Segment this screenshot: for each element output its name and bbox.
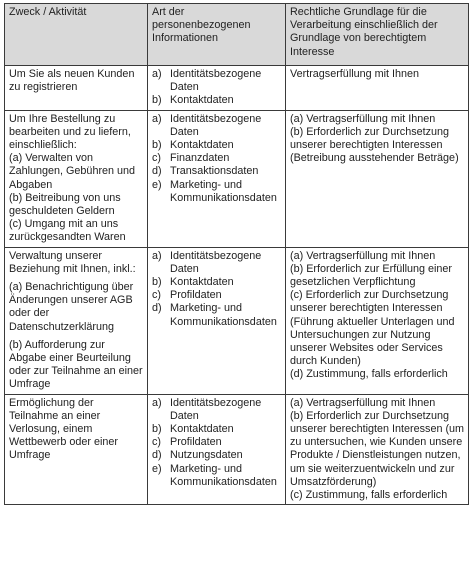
list-marker: e) bbox=[152, 462, 162, 475]
info-type-text: Profildaten bbox=[170, 436, 222, 449]
list-item bbox=[152, 449, 282, 462]
list-item bbox=[152, 423, 282, 436]
info-type-text: Finanzdaten bbox=[170, 152, 230, 165]
purpose-text: (a) Verwalten von Zahlungen, Gebühren und Abgaben bbox=[9, 152, 136, 191]
info-type-text: Profildaten bbox=[170, 289, 222, 302]
info-type-text: Marketing- und Kommunikationsdaten bbox=[170, 178, 277, 204]
legal-basis-cell bbox=[286, 394, 469, 505]
list-item bbox=[152, 139, 282, 152]
list-item bbox=[152, 397, 282, 423]
list-item bbox=[152, 250, 282, 276]
table-row bbox=[5, 110, 469, 247]
info-type-text: Identitätsbezogene Daten bbox=[170, 68, 262, 94]
list-marker: c) bbox=[152, 152, 161, 165]
purpose-text: Um Ihre Bestellung zu bearbeiten und zu liefern, einschließlich: bbox=[9, 112, 131, 152]
list-marker: d) bbox=[152, 302, 162, 315]
data-processing-table bbox=[4, 3, 469, 505]
legal-basis-text: (d) Zustimmung, falls erforderlich bbox=[290, 368, 448, 381]
purpose-text: (c) Umgang mit an uns zurückgesandten Waren bbox=[9, 218, 126, 244]
legal-basis-text: (a) Vertragserfüllung mit Ihnen bbox=[290, 112, 436, 125]
info-type-cell bbox=[148, 247, 286, 394]
info-type-text: Identitätsbezogene Daten bbox=[170, 249, 262, 275]
info-type-text: Kontaktdaten bbox=[170, 139, 234, 152]
info-type-list bbox=[152, 113, 282, 205]
legal-basis-text: (c) Erforderlich zur Durchsetzung unserer berechtigten Interessen (Führung aktueller Unterlagen und Untersuchungen zur Nutzung unserer Websites oder Services durch Kunden) bbox=[290, 289, 455, 368]
purpose-cell bbox=[5, 110, 148, 247]
info-type-text: Transaktionsdaten bbox=[170, 165, 259, 178]
legal-basis-cell bbox=[286, 110, 469, 247]
legal-basis-text: (b) Erforderlich zur Durchsetzung unserer berechtigten Interessen (um zu untersuchen, wie Kunden unsere Produkte / Dienstleistungen nutzen, um sie weiterzuentwickeln und zur Umsatzförderung) bbox=[290, 409, 465, 488]
header-row bbox=[5, 4, 469, 66]
info-type-text: Marketing- und Kommunikationsdaten bbox=[170, 462, 277, 488]
info-type-text: Kontaktdaten bbox=[170, 94, 234, 107]
info-type-cell bbox=[148, 110, 286, 247]
info-type-list bbox=[152, 397, 282, 489]
purpose-text: Um Sie als neuen Kunden zu registrieren bbox=[9, 68, 135, 94]
list-item bbox=[152, 179, 282, 205]
list-marker: d) bbox=[152, 449, 162, 462]
info-type-cell bbox=[148, 66, 286, 111]
info-type-text: Kontaktdaten bbox=[170, 423, 234, 436]
list-marker: d) bbox=[152, 165, 162, 178]
list-item bbox=[152, 276, 282, 289]
legal-basis-text: (b) Erforderlich zur Erfüllung einer gesetzlichen Verpflichtung bbox=[290, 262, 453, 289]
list-item bbox=[152, 113, 282, 139]
purpose-text: (b) Beitreibung von uns geschuldeten Geldern bbox=[9, 191, 121, 218]
info-type-text: Identitätsbezogene Daten bbox=[170, 396, 262, 422]
purpose-text: (b) Aufforderung zur Abgabe einer Beurteilung oder zur Teilnahme an einer Umfrage bbox=[9, 338, 143, 391]
info-type-list bbox=[152, 250, 282, 329]
legal-basis-text: Vertragserfüllung mit Ihnen bbox=[290, 68, 420, 80]
info-type-text: Kontaktdaten bbox=[170, 276, 234, 289]
info-type-text: Nutzungsdaten bbox=[170, 449, 243, 462]
table-row bbox=[5, 394, 469, 505]
info-type-list bbox=[152, 68, 282, 108]
list-marker: a) bbox=[152, 112, 162, 125]
info-type-text: Identitätsbezogene Daten bbox=[170, 112, 262, 138]
list-item bbox=[152, 463, 282, 489]
legal-basis-text: (c) Zustimmung, falls erforderlich bbox=[290, 489, 448, 502]
legal-basis-cell bbox=[286, 66, 469, 111]
list-marker: a) bbox=[152, 396, 162, 409]
info-type-text: Marketing- und Kommunikationsdaten bbox=[170, 302, 277, 328]
list-item bbox=[152, 68, 282, 94]
list-marker: b) bbox=[152, 94, 162, 107]
list-marker: b) bbox=[152, 139, 162, 152]
info-type-cell bbox=[148, 394, 286, 505]
table-body bbox=[5, 66, 469, 505]
purpose-text: (a) Benachrichtigung über Änderungen unserer AGB oder der Datenschutzerklärung bbox=[9, 281, 134, 333]
purpose-cell bbox=[5, 394, 148, 505]
list-marker: a) bbox=[152, 68, 162, 80]
table-row bbox=[5, 247, 469, 394]
list-marker: a) bbox=[152, 249, 162, 262]
purpose-cell bbox=[5, 66, 148, 111]
list-item bbox=[152, 94, 282, 107]
header-info-type: Art der personenbezogenen Informationen bbox=[148, 4, 286, 66]
list-item bbox=[152, 152, 282, 165]
list-item bbox=[152, 165, 282, 178]
list-item bbox=[152, 289, 282, 302]
legal-basis-text: (a) Vertragserfüllung mit Ihnen bbox=[290, 249, 436, 262]
table-row bbox=[5, 66, 469, 111]
list-marker: c) bbox=[152, 289, 161, 302]
list-item bbox=[152, 302, 282, 328]
purpose-text: Verwaltung unserer Beziehung mit Ihnen, inkl.: bbox=[9, 249, 136, 275]
list-marker: c) bbox=[152, 436, 161, 449]
header-purpose: Zweck / Aktivität bbox=[5, 4, 148, 66]
list-item bbox=[152, 436, 282, 449]
list-marker: b) bbox=[152, 276, 162, 289]
list-marker: e) bbox=[152, 178, 162, 191]
header-legal-basis: Rechtliche Grundlage für die Verarbeitung einschließlich der Grundlage von berechtigtem Interesse bbox=[286, 4, 469, 66]
legal-basis-text: (b) Erforderlich zur Durchsetzung unserer berechtigten Interessen (Betreibung ausstehender Beträge) bbox=[290, 125, 459, 165]
purpose-cell bbox=[5, 247, 148, 394]
list-marker: b) bbox=[152, 423, 162, 436]
purpose-text: Ermöglichung der Teilnahme an einer Verlosung, einem Wettbewerb oder einer Umfrage bbox=[9, 396, 119, 462]
legal-basis-text: (a) Vertragserfüllung mit Ihnen bbox=[290, 396, 436, 409]
legal-basis-cell bbox=[286, 247, 469, 394]
